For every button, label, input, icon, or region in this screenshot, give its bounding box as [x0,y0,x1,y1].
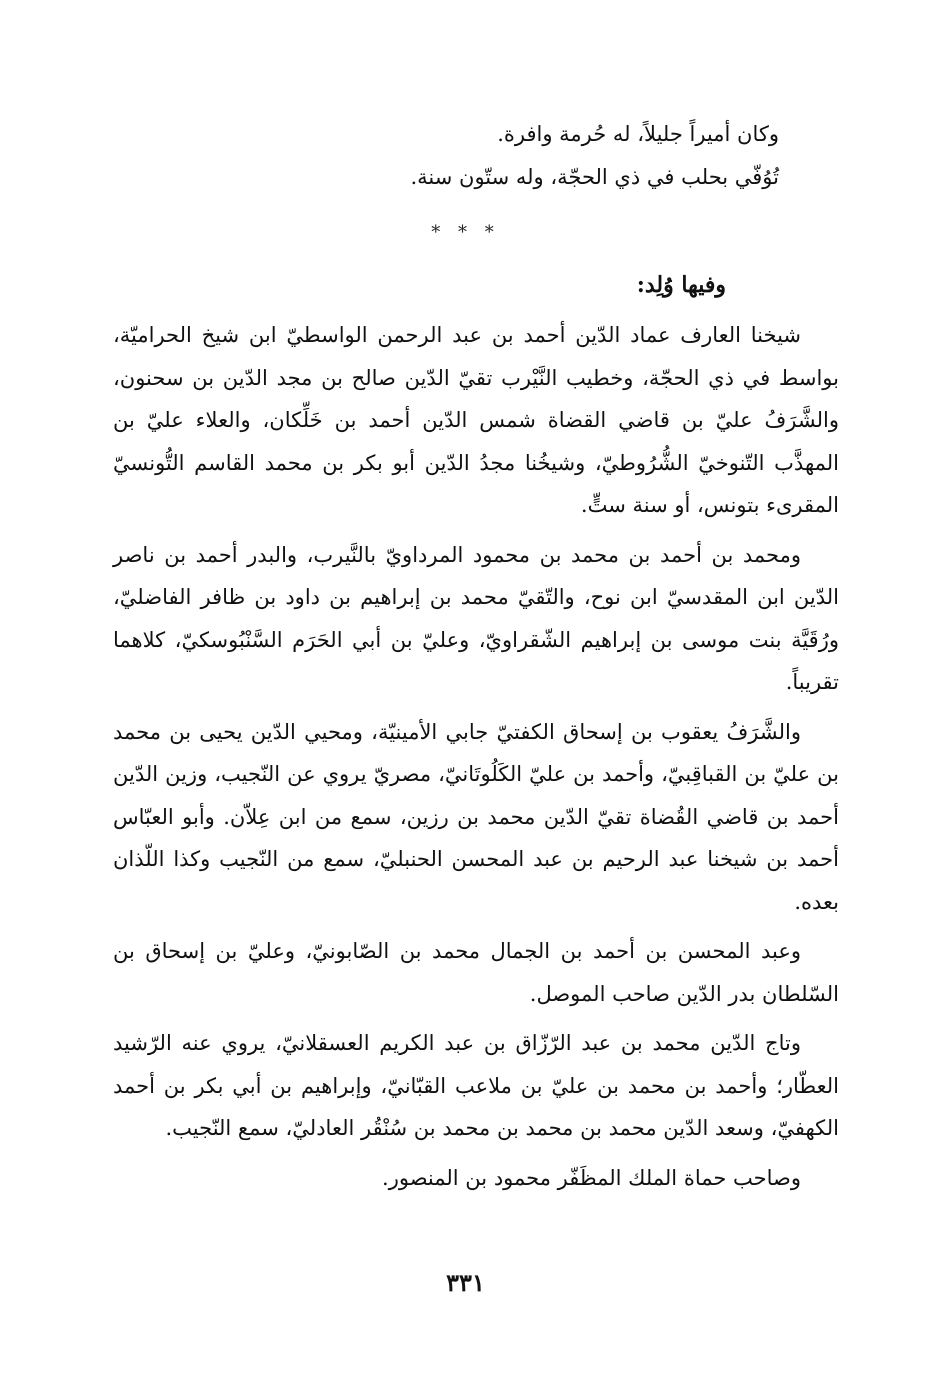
page-number: ٣٣١ [446,1268,485,1297]
section-separator: * * * [431,222,500,243]
intro-line-2: تُوُفّي بحلب في ذي الحجّة، وله ستّون سنة. [410,164,779,189]
intro-line-1: وكان أميراً جليلاً، له حُرمة وافرة. [497,122,779,146]
body-section [113,314,839,1206]
paragraph-5: وتاج الدّين محمد بن عبد الرّزّاق بن عبد الكريم العسقلانيّ، يروي عنه الرّشيد العطّار؛ وأحمد بن محمد بن عليّ بن ملاعب القبّانيّ، وإبراهيم بن أبي بكر بن أحمد الكهفيّ، وسعد الدّين محمد بن محمد بن محمد بن سُنْقُر العادليّ، سمع النّجيب. [113,1031,839,1140]
paragraph-1: شيخنا العارف عماد الدّين أحمد بن عبد الرحمن الواسطيّ ابن شيخ الحراميّة، بواسط في ذي الحجّة، وخطيب النَّيْرب تقيّ الدّين صالح بن مجد الدّين بن سحنون، والشَّرَفُ عليّ بن قاضي القضاة شمس الدّين أحمد بن خَلِّكان، والعلاء عليّ بن المهذَّب التّنوخيّ الشُّرُوطيّ، وشيخُنا مجدُ الدّين أبو بكر بن محمد القاسم التُّونسيّ المقرىء بتونس، أو سنة ستٍّ. [113,323,839,517]
paragraph-2: ومحمد بن أحمد بن محمد بن محمود المرداويّ بالنَّيرب، والبدر أحمد بن ناصر الدّين ابن المقدسيّ ابن نوح، والتّقيّ محمد بن إبراهيم بن داود بن ظافر الفاضليّ، ورُقَيَّة بنت موسى بن إبراهيم الشّقراويّ، وعليّ بن أبي الحَرَم السَّنْبُوسكيّ، كلاهما تقريباً. [113,542,839,694]
paragraph-3: والشَّرَفُ يعقوب بن إسحاق الكفتيّ جابي الأمينيّة، ومحيي الدّين يحيى بن محمد بن عليّ بن القباقِبيّ، وأحمد بن عليّ الكَلُوتَانيّ، مصريّ يروي عن النّجيب، وزين الدّين أحمد بن قاضي القُضاة تقيّ الدّين محمد بن رزين، سمع من ابن عِلاّن. وأبو العبّاس أحمد بن شيخنا عبد الرحيم بن عبد المحسن الحنبليّ، سمع من النّجيب وكذا اللّذان بعده. [113,719,839,914]
paragraph-4: وعبد المحسن بن أحمد بن الجمال محمد بن الصّابونيّ، وعليّ بن إسحاق بن السّلطان بدر الدّين صاحب الموصل. [113,939,839,1006]
paragraph-6: وصاحب حماة الملك المظَفّر محمود بن المنصور. [382,1165,801,1190]
section-heading: وفيها وُلِد: [636,272,726,298]
intro-section [113,113,839,198]
